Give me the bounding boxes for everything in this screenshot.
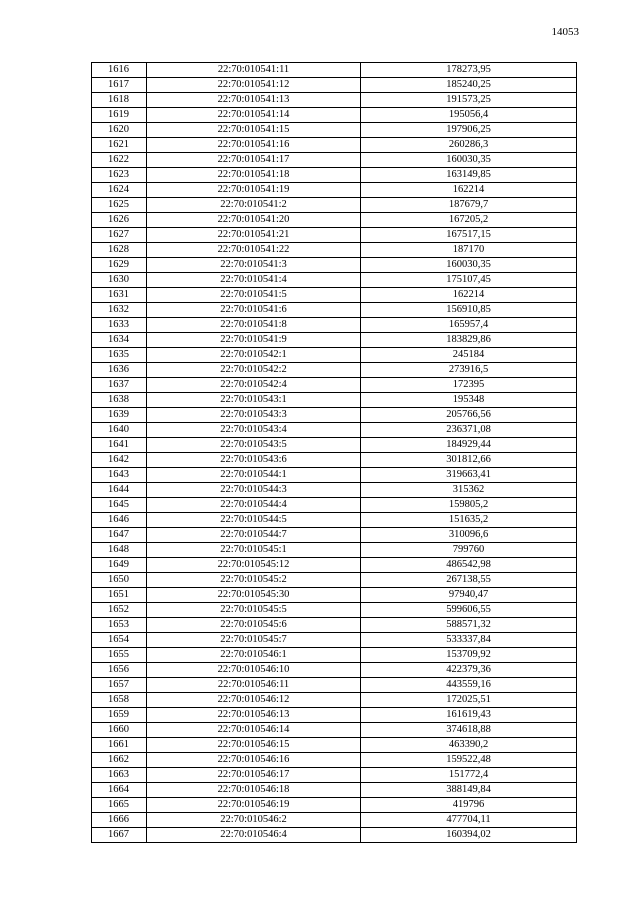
table-row <box>92 708 577 723</box>
row-number-cell: 1626 <box>92 213 147 228</box>
cadastral-table <box>91 62 577 843</box>
table-body <box>92 63 577 843</box>
row-number-cell: 1651 <box>92 588 147 603</box>
cadastral-number-cell: 22:70:010541:22 <box>147 243 361 258</box>
cadastral-number-cell: 22:70:010542:1 <box>147 348 361 363</box>
table-row <box>92 438 577 453</box>
table-row <box>92 198 577 213</box>
row-number-cell: 1644 <box>92 483 147 498</box>
cadastral-number-cell: 22:70:010541:5 <box>147 288 361 303</box>
cadastral-number-cell: 22:70:010545:5 <box>147 603 361 618</box>
cadastral-number-cell: 22:70:010546:14 <box>147 723 361 738</box>
table-row <box>92 408 577 423</box>
row-number-cell: 1641 <box>92 438 147 453</box>
table-row <box>92 693 577 708</box>
row-number-cell: 1634 <box>92 333 147 348</box>
value-cell: 167517,15 <box>361 228 577 243</box>
table-row <box>92 153 577 168</box>
row-number-cell: 1665 <box>92 798 147 813</box>
row-number-cell: 1664 <box>92 783 147 798</box>
row-number-cell: 1642 <box>92 453 147 468</box>
cadastral-number-cell: 22:70:010541:16 <box>147 138 361 153</box>
cadastral-number-cell: 22:70:010543:1 <box>147 393 361 408</box>
row-number-cell: 1667 <box>92 828 147 843</box>
cadastral-number-cell: 22:70:010546:12 <box>147 693 361 708</box>
row-number-cell: 1631 <box>92 288 147 303</box>
row-number-cell: 1637 <box>92 378 147 393</box>
cadastral-number-cell: 22:70:010544:4 <box>147 498 361 513</box>
table-row <box>92 363 577 378</box>
table-row <box>92 648 577 663</box>
value-cell: 167205,2 <box>361 213 577 228</box>
value-cell: 588571,32 <box>361 618 577 633</box>
cadastral-number-cell: 22:70:010541:4 <box>147 273 361 288</box>
row-number-cell: 1617 <box>92 78 147 93</box>
value-cell: 388149,84 <box>361 783 577 798</box>
row-number-cell: 1620 <box>92 123 147 138</box>
value-cell: 315362 <box>361 483 577 498</box>
cadastral-number-cell: 22:70:010546:10 <box>147 663 361 678</box>
table-row <box>92 498 577 513</box>
value-cell: 178273,95 <box>361 63 577 78</box>
table-row <box>92 393 577 408</box>
value-cell: 156910,85 <box>361 303 577 318</box>
value-cell: 162214 <box>361 288 577 303</box>
table-row <box>92 678 577 693</box>
table-row <box>92 78 577 93</box>
cadastral-number-cell: 22:70:010543:5 <box>147 438 361 453</box>
value-cell: 151772,4 <box>361 768 577 783</box>
row-number-cell: 1622 <box>92 153 147 168</box>
table-row <box>92 273 577 288</box>
cadastral-number-cell: 22:70:010544:3 <box>147 483 361 498</box>
value-cell: 195348 <box>361 393 577 408</box>
table-row <box>92 258 577 273</box>
row-number-cell: 1660 <box>92 723 147 738</box>
value-cell: 197906,25 <box>361 123 577 138</box>
cadastral-number-cell: 22:70:010541:21 <box>147 228 361 243</box>
value-cell: 159805,2 <box>361 498 577 513</box>
row-number-cell: 1643 <box>92 468 147 483</box>
cadastral-number-cell: 22:70:010545:12 <box>147 558 361 573</box>
table-row <box>92 528 577 543</box>
cadastral-number-cell: 22:70:010543:4 <box>147 423 361 438</box>
cadastral-number-cell: 22:70:010541:15 <box>147 123 361 138</box>
value-cell: 175107,45 <box>361 273 577 288</box>
value-cell: 159522,48 <box>361 753 577 768</box>
cadastral-number-cell: 22:70:010545:30 <box>147 588 361 603</box>
row-number-cell: 1628 <box>92 243 147 258</box>
value-cell: 162214 <box>361 183 577 198</box>
table-row <box>92 318 577 333</box>
cadastral-number-cell: 22:70:010541:14 <box>147 108 361 123</box>
cadastral-number-cell: 22:70:010541:8 <box>147 318 361 333</box>
value-cell: 165957,4 <box>361 318 577 333</box>
cadastral-number-cell: 22:70:010543:3 <box>147 408 361 423</box>
cadastral-number-cell: 22:70:010546:2 <box>147 813 361 828</box>
value-cell: 799760 <box>361 543 577 558</box>
table-row <box>92 93 577 108</box>
value-cell: 97940,47 <box>361 588 577 603</box>
value-cell: 443559,16 <box>361 678 577 693</box>
table-row <box>92 183 577 198</box>
row-number-cell: 1635 <box>92 348 147 363</box>
value-cell: 160394,02 <box>361 828 577 843</box>
table-row <box>92 213 577 228</box>
cadastral-number-cell: 22:70:010546:13 <box>147 708 361 723</box>
table-row <box>92 63 577 78</box>
table-row <box>92 243 577 258</box>
row-number-cell: 1639 <box>92 408 147 423</box>
value-cell: 486542,98 <box>361 558 577 573</box>
row-number-cell: 1632 <box>92 303 147 318</box>
table-row <box>92 513 577 528</box>
value-cell: 151635,2 <box>361 513 577 528</box>
cadastral-number-cell: 22:70:010541:17 <box>147 153 361 168</box>
cadastral-number-cell: 22:70:010541:12 <box>147 78 361 93</box>
table-row <box>92 108 577 123</box>
table-row <box>92 168 577 183</box>
value-cell: 245184 <box>361 348 577 363</box>
row-number-cell: 1630 <box>92 273 147 288</box>
row-number-cell: 1658 <box>92 693 147 708</box>
row-number-cell: 1633 <box>92 318 147 333</box>
value-cell: 273916,5 <box>361 363 577 378</box>
row-number-cell: 1621 <box>92 138 147 153</box>
row-number-cell: 1655 <box>92 648 147 663</box>
cadastral-number-cell: 22:70:010541:6 <box>147 303 361 318</box>
value-cell: 163149,85 <box>361 168 577 183</box>
value-cell: 477704,11 <box>361 813 577 828</box>
table-row <box>92 123 577 138</box>
table-row <box>92 768 577 783</box>
row-number-cell: 1640 <box>92 423 147 438</box>
row-number-cell: 1627 <box>92 228 147 243</box>
table-row <box>92 633 577 648</box>
value-cell: 191573,25 <box>361 93 577 108</box>
table-row <box>92 348 577 363</box>
value-cell: 310096,6 <box>361 528 577 543</box>
row-number-cell: 1652 <box>92 603 147 618</box>
row-number-cell: 1624 <box>92 183 147 198</box>
cadastral-number-cell: 22:70:010541:19 <box>147 183 361 198</box>
value-cell: 160030,35 <box>361 153 577 168</box>
row-number-cell: 1649 <box>92 558 147 573</box>
table-row <box>92 378 577 393</box>
value-cell: 183829,86 <box>361 333 577 348</box>
cadastral-number-cell: 22:70:010546:15 <box>147 738 361 753</box>
row-number-cell: 1653 <box>92 618 147 633</box>
cadastral-number-cell: 22:70:010546:16 <box>147 753 361 768</box>
cadastral-number-cell: 22:70:010545:1 <box>147 543 361 558</box>
table-row <box>92 483 577 498</box>
cadastral-number-cell: 22:70:010542:2 <box>147 363 361 378</box>
row-number-cell: 1638 <box>92 393 147 408</box>
row-number-cell: 1659 <box>92 708 147 723</box>
cadastral-number-cell: 22:70:010541:18 <box>147 168 361 183</box>
table-row <box>92 288 577 303</box>
value-cell: 172025,51 <box>361 693 577 708</box>
row-number-cell: 1618 <box>92 93 147 108</box>
table-row <box>92 468 577 483</box>
row-number-cell: 1656 <box>92 663 147 678</box>
cadastral-number-cell: 22:70:010541:13 <box>147 93 361 108</box>
table-row <box>92 543 577 558</box>
cadastral-number-cell: 22:70:010544:5 <box>147 513 361 528</box>
row-number-cell: 1661 <box>92 738 147 753</box>
cadastral-number-cell: 22:70:010541:11 <box>147 63 361 78</box>
cadastral-number-cell: 22:70:010546:17 <box>147 768 361 783</box>
value-cell: 236371,08 <box>361 423 577 438</box>
table-row <box>92 738 577 753</box>
cadastral-number-cell: 22:70:010545:7 <box>147 633 361 648</box>
table-row <box>92 138 577 153</box>
table-row <box>92 453 577 468</box>
row-number-cell: 1648 <box>92 543 147 558</box>
table-row <box>92 423 577 438</box>
row-number-cell: 1625 <box>92 198 147 213</box>
row-number-cell: 1662 <box>92 753 147 768</box>
value-cell: 184929,44 <box>361 438 577 453</box>
table-row <box>92 573 577 588</box>
value-cell: 153709,92 <box>361 648 577 663</box>
table-row <box>92 723 577 738</box>
row-number-cell: 1636 <box>92 363 147 378</box>
value-cell: 187170 <box>361 243 577 258</box>
table-row <box>92 798 577 813</box>
cadastral-number-cell: 22:70:010546:4 <box>147 828 361 843</box>
table-row <box>92 603 577 618</box>
value-cell: 374618,88 <box>361 723 577 738</box>
cadastral-number-cell: 22:70:010546:18 <box>147 783 361 798</box>
table-row <box>92 333 577 348</box>
row-number-cell: 1650 <box>92 573 147 588</box>
value-cell: 422379,36 <box>361 663 577 678</box>
table-row <box>92 303 577 318</box>
row-number-cell: 1616 <box>92 63 147 78</box>
value-cell: 599606,55 <box>361 603 577 618</box>
value-cell: 172395 <box>361 378 577 393</box>
cadastral-number-cell: 22:70:010544:7 <box>147 528 361 543</box>
cadastral-number-cell: 22:70:010544:1 <box>147 468 361 483</box>
cadastral-number-cell: 22:70:010541:2 <box>147 198 361 213</box>
value-cell: 319663,41 <box>361 468 577 483</box>
value-cell: 260286,3 <box>361 138 577 153</box>
cadastral-number-cell: 22:70:010546:11 <box>147 678 361 693</box>
row-number-cell: 1663 <box>92 768 147 783</box>
value-cell: 187679,7 <box>361 198 577 213</box>
row-number-cell: 1647 <box>92 528 147 543</box>
value-cell: 160030,35 <box>361 258 577 273</box>
row-number-cell: 1646 <box>92 513 147 528</box>
table-row <box>92 783 577 798</box>
value-cell: 301812,66 <box>361 453 577 468</box>
row-number-cell: 1666 <box>92 813 147 828</box>
cadastral-number-cell: 22:70:010543:6 <box>147 453 361 468</box>
cadastral-number-cell: 22:70:010541:3 <box>147 258 361 273</box>
row-number-cell: 1645 <box>92 498 147 513</box>
value-cell: 195056,4 <box>361 108 577 123</box>
table-row <box>92 753 577 768</box>
value-cell: 267138,55 <box>361 573 577 588</box>
table-row <box>92 663 577 678</box>
value-cell: 533337,84 <box>361 633 577 648</box>
row-number-cell: 1623 <box>92 168 147 183</box>
cadastral-number-cell: 22:70:010541:9 <box>147 333 361 348</box>
value-cell: 419796 <box>361 798 577 813</box>
table-row <box>92 588 577 603</box>
row-number-cell: 1657 <box>92 678 147 693</box>
row-number-cell: 1629 <box>92 258 147 273</box>
value-cell: 185240,25 <box>361 78 577 93</box>
value-cell: 161619,43 <box>361 708 577 723</box>
row-number-cell: 1619 <box>92 108 147 123</box>
cadastral-number-cell: 22:70:010546:19 <box>147 798 361 813</box>
page-number: 14053 <box>551 26 579 38</box>
cadastral-number-cell: 22:70:010545:6 <box>147 618 361 633</box>
value-cell: 205766,56 <box>361 408 577 423</box>
value-cell: 463390,2 <box>361 738 577 753</box>
table-row <box>92 558 577 573</box>
cadastral-number-cell: 22:70:010546:1 <box>147 648 361 663</box>
cadastral-number-cell: 22:70:010541:20 <box>147 213 361 228</box>
table-row <box>92 228 577 243</box>
cadastral-number-cell: 22:70:010542:4 <box>147 378 361 393</box>
cadastral-number-cell: 22:70:010545:2 <box>147 573 361 588</box>
table-row <box>92 828 577 843</box>
row-number-cell: 1654 <box>92 633 147 648</box>
table-row <box>92 618 577 633</box>
table-row <box>92 813 577 828</box>
